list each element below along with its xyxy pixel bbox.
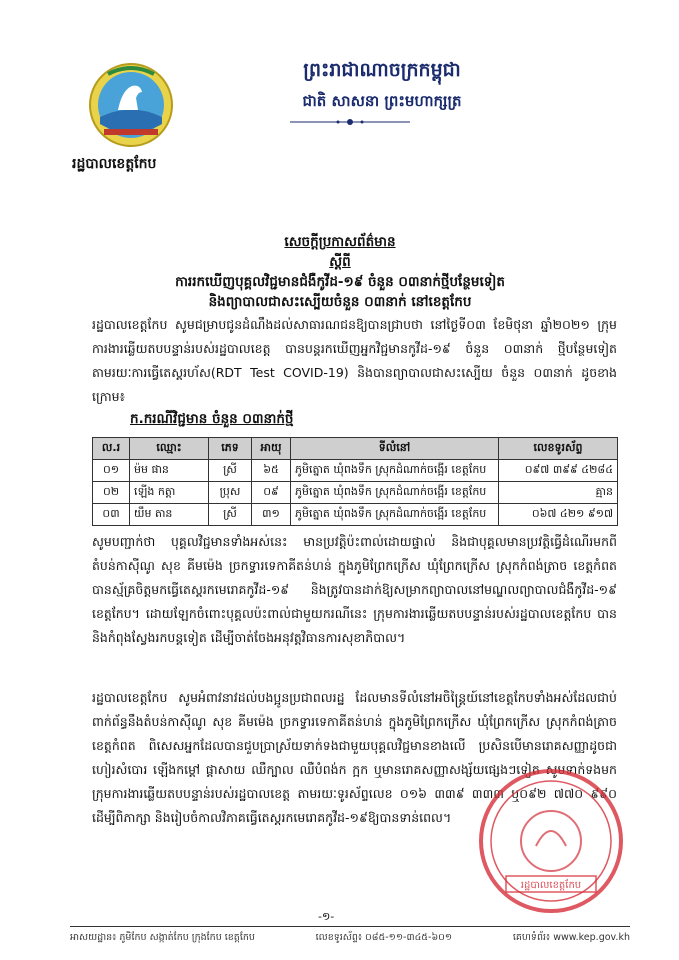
cell-no: ០២	[93, 482, 130, 504]
table-header-row	[93, 438, 618, 460]
footer-address: អាសយដ្ឋាន៖ ភូមិកែប សង្កាត់កែប ក្រុងកែប ខេត្តកែប	[70, 932, 255, 943]
cases-table	[92, 437, 618, 526]
cell-address: ភូមិត្នោត ឃុំពងទឹក ស្រុកដំណាក់ចង្អើរ ខេត្តកែប	[291, 460, 499, 482]
cell-sex: ស្រី	[209, 460, 252, 482]
cell-no: ០៣	[93, 504, 130, 526]
footer-phone: លេខទូរស័ព្ទ៖ ០៨៥-១១-៣៤៥-៦០១	[315, 932, 453, 943]
paragraph-intro: រដ្ឋបាលខេត្តកែប សូមជម្រាបជូនដំណឹងដល់សាធារណជនឱ្យបានជ្រាបថា នៅថ្ងៃទី០៣ ខែមិថុនា ឆ្នាំ២០២១ ក្រុមការងារឆ្លើយតបបន្ទាន់របស់រដ្ឋបាលខេត្ត បានបន្តរកឃើញអ្នកវិជ្ជមានកូវីដ-១៩ ចំនួន ០៣នាក់ ថ្មីបន្ថែមទៀត តាមរយៈការធ្វើតេស្តរហ័ស(RDT Test COVID-19) និងបានព្យាបាលជាសះស្បើយ ចំនួន ០៣នាក់ ដូចខាងក្រោម៖	[92, 317, 617, 404]
section-heading: ក.ករណីវិជ្ជមាន ចំនួន ០៣នាក់ថ្មី	[130, 411, 294, 427]
col-address: ទីលំនៅ	[291, 438, 499, 460]
cell-address: ភូមិត្នោត ឃុំពងទឹក ស្រុកដំណាក់ចង្អើរ ខេត្តកែប	[291, 504, 499, 526]
kep-province-logo	[88, 62, 174, 148]
cell-age: ៣១	[252, 504, 291, 526]
col-name: ឈ្មោះ	[130, 438, 209, 460]
col-age: អាយុ	[252, 438, 291, 460]
title-announcement: សេចក្តីប្រកាសព័ត៌មាន	[284, 234, 396, 250]
page-number: -១-	[318, 910, 335, 923]
ornament-divider	[290, 118, 410, 126]
cell-sex: ប្រុស	[209, 482, 252, 504]
title-regarding: ស្តីពី	[329, 254, 351, 270]
national-header	[232, 58, 532, 114]
cell-address: ភូមិត្នោត ឃុំពងទឹក ស្រុកដំណាក់ចង្អើរ ខេត្តកែប	[291, 482, 499, 504]
title-subject-line1: ការរកឃើញបុគ្គលវិជ្ជមានជំងឺកូវីដ-១៩ ចំនួន ០៣នាក់ថ្មីបន្ថែមទៀត	[175, 274, 505, 290]
document-title	[40, 232, 640, 312]
footer-divider	[70, 926, 630, 927]
footer	[70, 931, 630, 945]
cell-name: យឹម តាន	[130, 504, 209, 526]
kingdom-title: ព្រះរាជាណាចក្រកម្ពុជា	[303, 59, 461, 81]
footer-website[interactable]: គេហទំព័រ៖ www.kep.gov.kh	[512, 932, 630, 943]
table-row	[93, 504, 618, 526]
table-row	[93, 482, 618, 504]
title-subject-line2: និងព្យាបាលជាសះស្បើយចំនួន ០៣នាក់ នៅខេត្តកែប	[208, 294, 472, 310]
national-motto: ជាតិ សាសនា ព្រះមហាក្សត្រ	[302, 92, 462, 110]
official-stamp	[476, 766, 626, 916]
cell-phone: គ្មាន	[499, 482, 618, 504]
cell-name: ម៉ម ផាន	[130, 460, 209, 482]
cell-no: ០១	[93, 460, 130, 482]
cell-age: ០៩	[252, 482, 291, 504]
paragraph-details: សូមបញ្ជាក់ថា បុគ្គលវិជ្ជមានទាំងអស់នេះ មានប្រវត្តិប៉ះពាល់ដោយផ្ទាល់ និងជាបុគ្គលមានប្រវត្តិធ្វើដំណើរមកពីតំបន់កាស៊ីណូ សុខ គីមម៉េង ច្រកទ្វារទេកាគីតន់ហន់ ក្នុងភូមិព្រែកក្រើស ឃុំព្រែកក្រើស ស្រុកកំពង់ត្រាច ខេត្តកំពត បានស្ម័គ្រចិត្តមកធ្វើតេស្តរកមេរោគកូវីដ-១៩ និងត្រូវបានដាក់ឱ្យសម្រាកព្យាបាលនៅមណ្ឌលព្យាបាលជំងឺកូវីដ-១៩ ខេត្តកែប។ ដោយឡែកចំពោះបុគ្គលប៉ះពាល់ជាមួយករណីនេះ ក្រុមការងារឆ្លើយតបបន្ទាន់របស់រដ្ឋបាលខេត្តកែប បាន និងកំពុងស្វែងរកបន្តទៀត ដើម្បីចាត់ចែងអនុវត្តវិធានការសុខាភិបាល។	[92, 534, 617, 645]
col-sex: ភេទ	[209, 438, 252, 460]
paragraph-appeal: រដ្ឋបាលខេត្តកែប សូមអំពាវនាវដល់បងប្អូនប្រជាពលរដ្ឋ ដែលមានទីលំនៅអចិន្ត្រៃយ៍នៅខេត្តកែបទាំងអស់ដែលជាប់ពាក់ព័ន្ធនឹងតំបន់កាស៊ីណូ សុខ គីមម៉េង ច្រកទ្វារទេកាគីតន់ហន់ ក្នុងភូមិព្រែកក្រើស ឃុំព្រែកក្រើស ស្រុកកំពង់ត្រាច ខេត្តកំពត ពិសេសអ្នកដែលបានជួបប្រាស្រ័យទាក់ទងជាមួយបុគ្គលវិជ្ជមានខាងលើ ប្រសិនបើមានរោគសញ្ញាដូចជា ហៀរសំបោរ ឡើងកម្តៅ ផ្តាសាយ ឈឺក្បាល ឈឺបំពង់ក ក្អក ឬមានរោគសញ្ញាសង្ស័យផ្សេងៗទៀត សូមទាក់ទងមកក្រុមការងារឆ្លើយតបបន្ទាន់របស់រដ្ឋបាលខេត្ត តាមរយៈទូរស័ព្ទលេខ ០១៦ ៣៣៩ ៣៣៣ ឬ០៩២ ៧៧០ ៩៩០ ដើម្បីពិភាក្សា និងរៀបចំកាលវិភាគធ្វើតេស្តរកមេរោគកូវីដ-១៩ឱ្យបានទាន់ពេល។	[92, 690, 617, 825]
organization-name: រដ្ឋបាលខេត្តកែប	[72, 156, 157, 172]
cell-sex: ស្រី	[209, 504, 252, 526]
col-no: ល.រ	[93, 438, 130, 460]
cell-phone: ០៩៧ ៣៩៩ ៤២៨៤	[499, 460, 618, 482]
col-phone: លេខទូរស័ព្ទ	[499, 438, 618, 460]
cell-phone: ០៦៧ ៤២១ ៩១៧	[499, 504, 618, 526]
table-row	[93, 460, 618, 482]
cell-name: ឡើង កត្តា	[130, 482, 209, 504]
stamp-label: រដ្ឋបាលខេត្តកែប	[520, 880, 582, 891]
cell-age: ៦៥	[252, 460, 291, 482]
